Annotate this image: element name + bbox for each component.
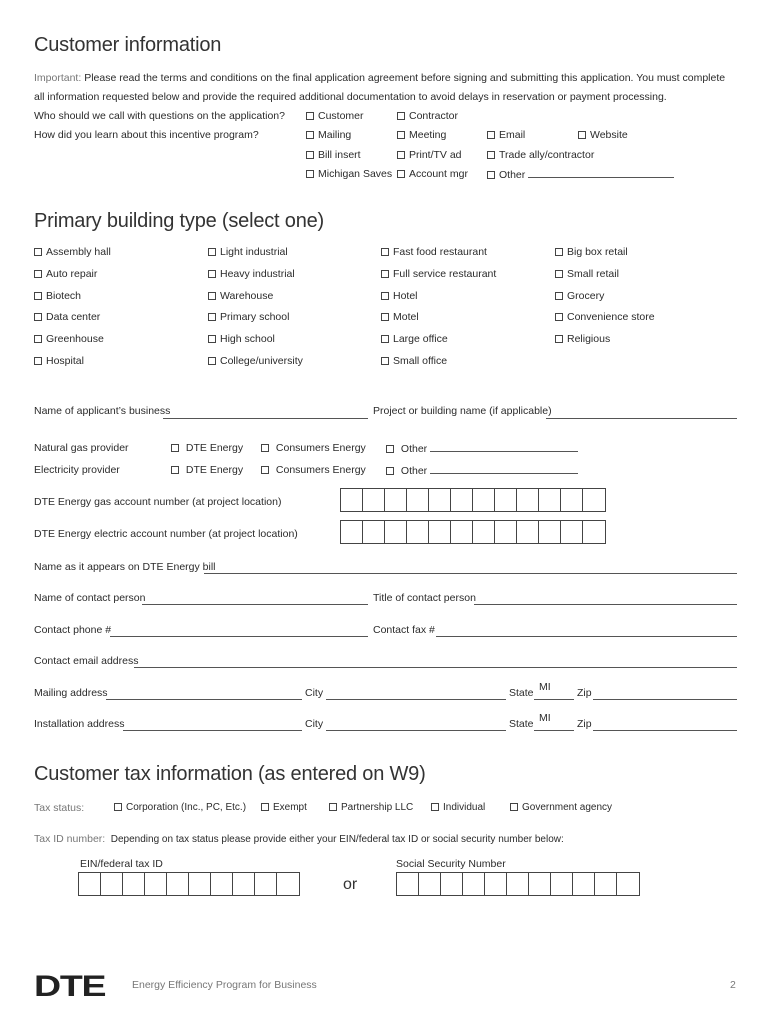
contact-fax-input[interactable] bbox=[436, 636, 737, 637]
checkbox-icon[interactable] bbox=[555, 313, 563, 321]
checkbox-icon[interactable] bbox=[386, 467, 394, 475]
name-on-bill-input[interactable] bbox=[204, 573, 737, 574]
building-motel[interactable]: Motel bbox=[381, 311, 419, 323]
building-full-service-restaurant[interactable]: Full service restaurant bbox=[381, 268, 496, 280]
building-hotel[interactable]: Hotel bbox=[381, 290, 418, 302]
program-name: Energy Efficiency Program for Business bbox=[132, 979, 317, 991]
building-warehouse[interactable]: Warehouse bbox=[208, 290, 273, 302]
project-name-label: Project or building name (if applicable) bbox=[373, 405, 552, 417]
checkbox-icon[interactable] bbox=[329, 803, 337, 811]
tax-status-partnership[interactable]: Partnership LLC bbox=[329, 802, 413, 813]
contact-name-label: Name of contact person bbox=[34, 592, 146, 604]
checkbox-icon[interactable] bbox=[261, 803, 269, 811]
checkbox-icon[interactable] bbox=[34, 270, 42, 278]
page-number: 2 bbox=[730, 979, 736, 991]
checkbox-icon[interactable] bbox=[208, 335, 216, 343]
checkbox-icon[interactable] bbox=[555, 335, 563, 343]
contact-title-label: Title of contact person bbox=[373, 592, 476, 604]
important-label: Important: bbox=[34, 72, 82, 84]
checkbox-icon[interactable] bbox=[397, 151, 405, 159]
installation-address-input[interactable] bbox=[123, 730, 302, 731]
electric-provider-dte[interactable]: DTE Energy bbox=[171, 464, 243, 476]
installation-zip-input[interactable] bbox=[593, 730, 737, 731]
checkbox-icon[interactable] bbox=[208, 357, 216, 365]
applicant-business-input[interactable] bbox=[163, 418, 368, 419]
building-heavy-industrial[interactable]: Heavy industrial bbox=[208, 268, 295, 280]
option-customer[interactable]: Customer bbox=[306, 110, 364, 122]
mailing-address-label: Mailing address bbox=[34, 687, 108, 699]
gas-other-input[interactable] bbox=[430, 442, 578, 452]
installation-state-input[interactable] bbox=[534, 730, 574, 731]
option-mailing[interactable]: Mailing bbox=[306, 129, 351, 141]
checkbox-icon[interactable] bbox=[306, 131, 314, 139]
checkbox-icon[interactable] bbox=[381, 270, 389, 278]
tax-id-label: Tax ID number: bbox=[34, 833, 106, 845]
building-biotech[interactable]: Biotech bbox=[34, 290, 81, 302]
important-text-2: all information requested below and provide the required additional documentation to avoid delays in reservation or payment processing. bbox=[34, 91, 667, 103]
checkbox-icon[interactable] bbox=[34, 248, 42, 256]
checkbox-icon[interactable] bbox=[487, 171, 495, 179]
electric-account-input[interactable] bbox=[340, 520, 606, 544]
building-religious[interactable]: Religious bbox=[555, 333, 610, 345]
checkbox-icon[interactable] bbox=[34, 313, 42, 321]
checkbox-icon[interactable] bbox=[208, 270, 216, 278]
checkbox-icon[interactable] bbox=[381, 357, 389, 365]
installation-city-label: City bbox=[305, 718, 324, 730]
tax-status-corporation[interactable]: Corporation (Inc., PC, Etc.) bbox=[114, 802, 246, 813]
checkbox-icon[interactable] bbox=[34, 357, 42, 365]
building-greenhouse[interactable]: Greenhouse bbox=[34, 333, 104, 345]
checkbox-icon[interactable] bbox=[578, 131, 586, 139]
section-title-building-type: Primary building type (select one) bbox=[34, 210, 324, 232]
building-college-university[interactable]: College/university bbox=[208, 355, 303, 367]
checkbox-icon[interactable] bbox=[261, 466, 269, 474]
checkbox-icon[interactable] bbox=[261, 444, 269, 452]
option-michigan-saves[interactable]: Michigan Saves bbox=[306, 168, 392, 180]
section-title-customer-info: Customer information bbox=[34, 34, 222, 56]
electric-provider-label: Electricity provider bbox=[34, 464, 120, 476]
gas-provider-consumers[interactable]: Consumers Energy bbox=[261, 442, 366, 454]
ein-input[interactable] bbox=[78, 872, 300, 896]
electric-other-input[interactable] bbox=[430, 464, 578, 474]
option-print-tv-ad[interactable]: Print/TV ad bbox=[397, 149, 462, 161]
mailing-zip-input[interactable] bbox=[593, 699, 737, 700]
installation-address-label: Installation address bbox=[34, 718, 125, 730]
checkbox-icon[interactable] bbox=[208, 313, 216, 321]
ssn-label: Social Security Number bbox=[396, 858, 506, 870]
building-high-school[interactable]: High school bbox=[208, 333, 275, 345]
checkbox-icon[interactable] bbox=[381, 292, 389, 300]
checkbox-icon[interactable] bbox=[34, 292, 42, 300]
checkbox-icon[interactable] bbox=[114, 803, 122, 811]
mailing-zip-label: Zip bbox=[577, 687, 592, 699]
building-assembly-hall[interactable]: Assembly hall bbox=[34, 246, 111, 258]
contact-phone-input[interactable] bbox=[110, 636, 368, 637]
checkbox-icon[interactable] bbox=[431, 803, 439, 811]
option-other[interactable]: Other bbox=[487, 168, 674, 181]
building-hospital[interactable]: Hospital bbox=[34, 355, 84, 367]
checkbox-icon[interactable] bbox=[487, 151, 495, 159]
mailing-state-input[interactable] bbox=[534, 699, 574, 700]
option-meeting[interactable]: Meeting bbox=[397, 129, 446, 141]
checkbox-icon[interactable] bbox=[555, 270, 563, 278]
checkbox-icon[interactable] bbox=[397, 112, 405, 120]
checkbox-icon[interactable] bbox=[555, 292, 563, 300]
ein-label: EIN/federal tax ID bbox=[80, 858, 163, 870]
checkbox-icon[interactable] bbox=[306, 151, 314, 159]
building-fast-food[interactable]: Fast food restaurant bbox=[381, 246, 487, 258]
building-big-box-retail[interactable]: Big box retail bbox=[555, 246, 628, 258]
contact-email-label: Contact email address bbox=[34, 655, 139, 667]
checkbox-icon[interactable] bbox=[381, 313, 389, 321]
contact-name-input[interactable] bbox=[142, 604, 368, 605]
applicant-business-label: Name of applicant’s business bbox=[34, 405, 171, 417]
important-note-line1 bbox=[34, 72, 725, 84]
electric-account-label: DTE Energy electric account number (at project location) bbox=[34, 528, 298, 540]
gas-provider-dte[interactable]: DTE Energy bbox=[171, 442, 243, 454]
checkbox-icon[interactable] bbox=[306, 170, 314, 178]
building-convenience-store[interactable]: Convenience store bbox=[555, 311, 655, 323]
checkbox-icon[interactable] bbox=[397, 131, 405, 139]
gas-provider-other[interactable]: Other bbox=[386, 442, 578, 455]
checkbox-icon[interactable] bbox=[171, 466, 179, 474]
option-email[interactable]: Email bbox=[487, 129, 525, 141]
checkbox-icon[interactable] bbox=[34, 335, 42, 343]
option-trade-ally[interactable]: Trade ally/contractor bbox=[487, 149, 594, 161]
tax-status-government[interactable]: Government agency bbox=[510, 802, 612, 813]
installation-state-value: MI bbox=[539, 712, 551, 724]
name-on-bill-label: Name as it appears on DTE Energy bill bbox=[34, 561, 216, 573]
contact-title-input[interactable] bbox=[474, 604, 737, 605]
checkbox-icon[interactable] bbox=[306, 112, 314, 120]
mailing-city-input[interactable] bbox=[326, 699, 506, 700]
checkbox-icon[interactable] bbox=[381, 335, 389, 343]
checkbox-icon[interactable] bbox=[208, 248, 216, 256]
option-bill-insert[interactable]: Bill insert bbox=[306, 149, 361, 161]
section-title-tax-info: Customer tax information (as entered on W9) bbox=[34, 763, 426, 785]
checkbox-icon[interactable] bbox=[381, 248, 389, 256]
building-small-office[interactable]: Small office bbox=[381, 355, 447, 367]
contact-email-input[interactable] bbox=[134, 667, 737, 668]
checkbox-icon[interactable] bbox=[386, 445, 394, 453]
checkbox-icon[interactable] bbox=[397, 170, 405, 178]
option-account-mgr[interactable]: Account mgr bbox=[397, 168, 468, 180]
building-grocery[interactable]: Grocery bbox=[555, 290, 604, 302]
contact-phone-label: Contact phone # bbox=[34, 624, 112, 636]
dte-logo: DTE bbox=[34, 970, 106, 1003]
gas-account-label: DTE Energy gas account number (at project location) bbox=[34, 496, 282, 508]
gas-provider-label: Natural gas provider bbox=[34, 442, 129, 454]
or-separator: or bbox=[343, 876, 358, 893]
gas-account-input[interactable] bbox=[340, 488, 606, 512]
important-text-1: Please read the terms and conditions on the final application agreement before signing and submitting this application. You must complete bbox=[84, 72, 726, 84]
tax-id-line bbox=[34, 833, 564, 845]
call-question: Who should we call with questions on the application? bbox=[34, 110, 285, 122]
tax-id-text: Depending on tax status please provide either your EIN/federal tax ID or social security number below: bbox=[110, 834, 564, 845]
mailing-city-label: City bbox=[305, 687, 324, 699]
building-light-industrial[interactable]: Light industrial bbox=[208, 246, 288, 258]
electric-provider-other[interactable]: Other bbox=[386, 464, 578, 477]
checkbox-icon[interactable] bbox=[171, 444, 179, 452]
mailing-state-value: MI bbox=[539, 681, 551, 693]
checkbox-icon[interactable] bbox=[555, 248, 563, 256]
building-auto-repair[interactable]: Auto repair bbox=[34, 268, 97, 280]
tax-status-individual[interactable]: Individual bbox=[431, 802, 485, 813]
electric-provider-consumers[interactable]: Consumers Energy bbox=[261, 464, 366, 476]
building-large-office[interactable]: Large office bbox=[381, 333, 448, 345]
checkbox-icon[interactable] bbox=[510, 803, 518, 811]
contact-fax-label: Contact fax # bbox=[373, 624, 435, 636]
option-contractor[interactable]: Contractor bbox=[397, 110, 458, 122]
mailing-address-input[interactable] bbox=[106, 699, 302, 700]
option-website[interactable]: Website bbox=[578, 129, 628, 141]
installation-state-label: State bbox=[509, 718, 534, 730]
mailing-state-label: State bbox=[509, 687, 534, 699]
tax-status-label: Tax status: bbox=[34, 802, 85, 814]
installation-city-input[interactable] bbox=[326, 730, 506, 731]
learn-question: How did you learn about this incentive program? bbox=[34, 129, 259, 141]
building-primary-school[interactable]: Primary school bbox=[208, 311, 289, 323]
installation-zip-label: Zip bbox=[577, 718, 592, 730]
building-data-center[interactable]: Data center bbox=[34, 311, 100, 323]
ssn-input[interactable] bbox=[396, 872, 640, 896]
project-name-input[interactable] bbox=[546, 418, 737, 419]
checkbox-icon[interactable] bbox=[208, 292, 216, 300]
building-small-retail[interactable]: Small retail bbox=[555, 268, 619, 280]
tax-status-exempt[interactable]: Exempt bbox=[261, 802, 307, 813]
other-source-input[interactable] bbox=[528, 168, 674, 178]
checkbox-icon[interactable] bbox=[487, 131, 495, 139]
